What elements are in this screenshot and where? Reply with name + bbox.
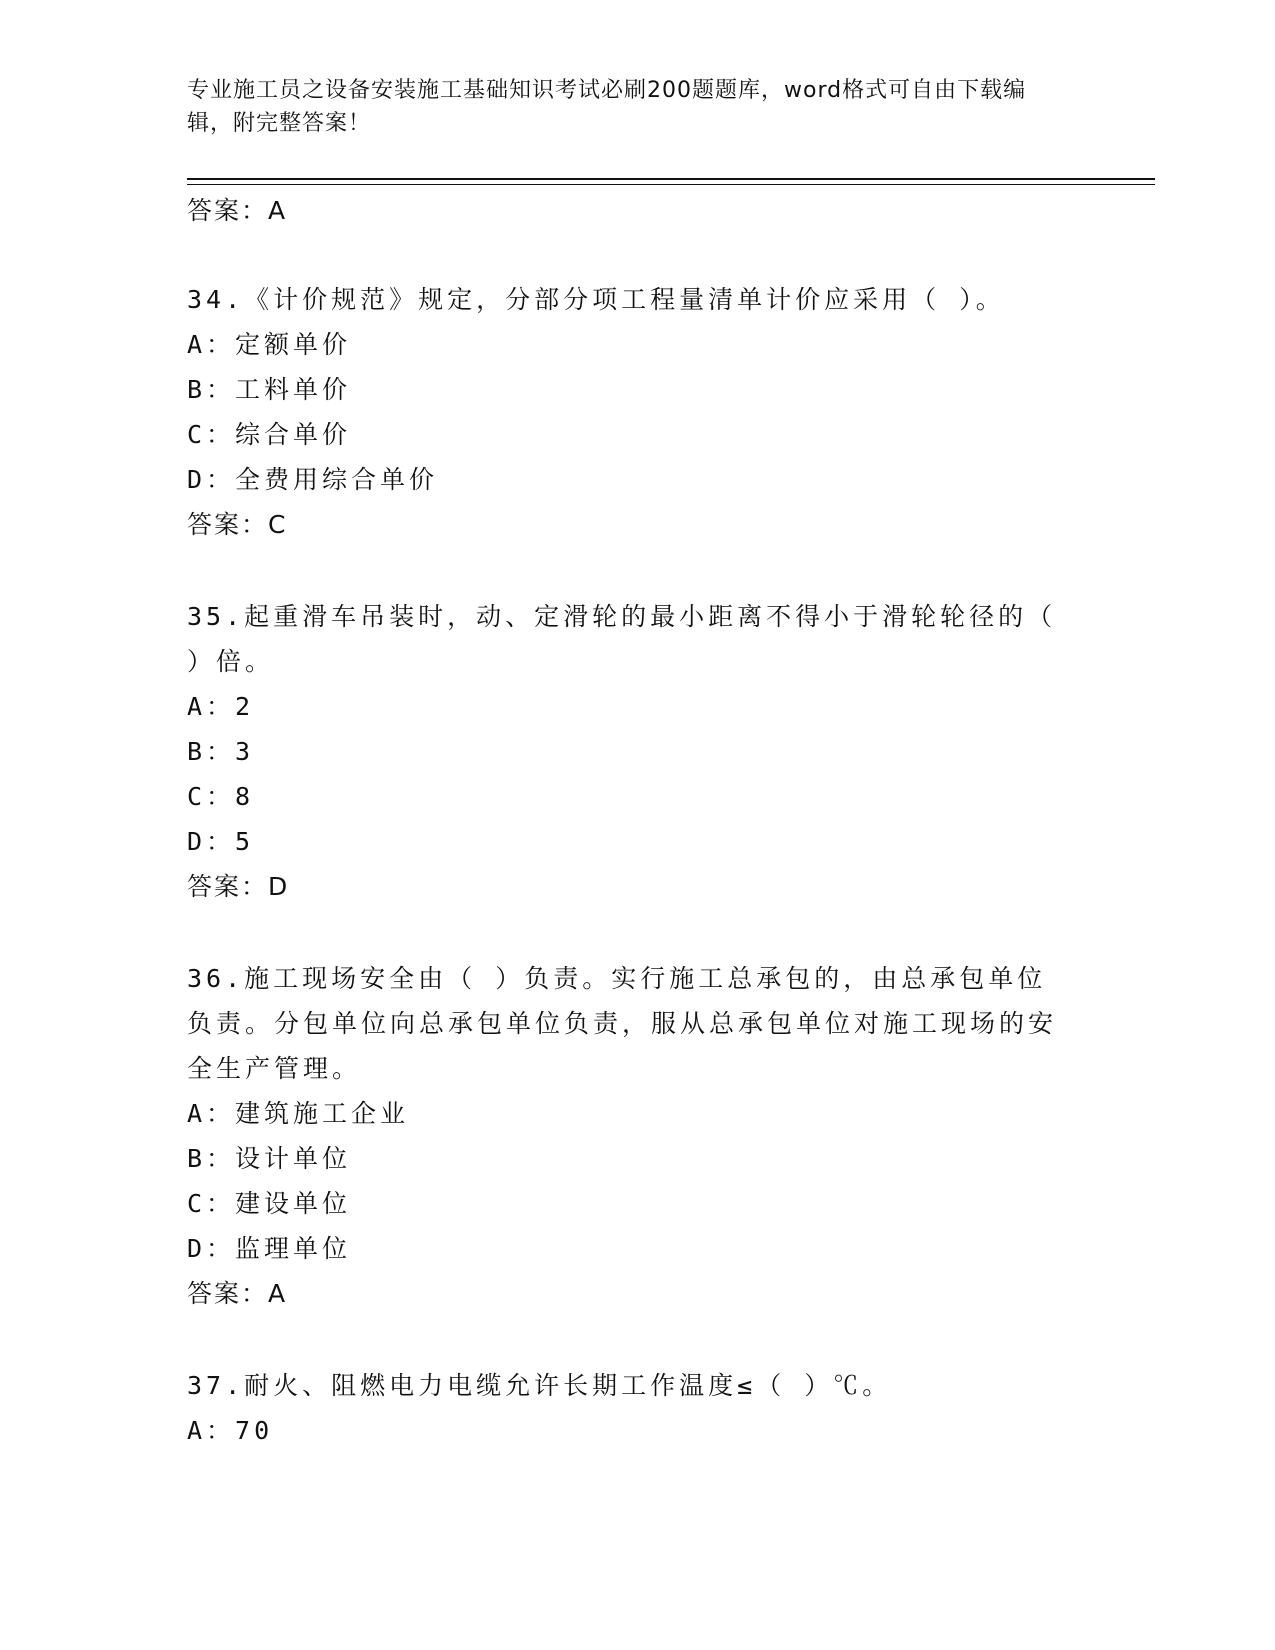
answer-value: D — [268, 872, 290, 901]
question-text: 36.施工现场安全由（ ）负责。实行施工总承包的，由总承包单位负责。分包单位向总承包单位负责，服从总承包单位对施工现场的安全生产管理。 — [187, 964, 1058, 1083]
question-34 — [187, 277, 1087, 548]
answer-value: A — [268, 1279, 288, 1308]
option-c: C：8 — [187, 782, 255, 811]
question-35 — [187, 594, 1087, 910]
option-b: B：3 — [187, 737, 255, 766]
answer-label: 答案： — [187, 196, 269, 225]
answer-label: 答案： — [187, 1279, 269, 1308]
answer-line — [187, 1271, 1087, 1317]
question-text: 35.起重滑车吊装时，动、定滑轮的最小距离不得小于滑轮轮径的（ ）倍。 — [187, 602, 1057, 676]
question-37 — [187, 1363, 1087, 1453]
option-b: B：设计单位 — [187, 1144, 352, 1173]
answer-value: A — [268, 196, 288, 225]
header-rule-thick — [187, 178, 1155, 180]
option-d: D：监理单位 — [187, 1234, 352, 1263]
answer-line — [187, 188, 1087, 234]
answer-line — [187, 502, 1087, 548]
header-rule-thin — [187, 184, 1155, 185]
answer-line — [187, 864, 1087, 910]
option-a: A：建筑施工企业 — [187, 1099, 410, 1128]
option-c: C：建设单位 — [187, 1189, 352, 1218]
answer-label: 答案： — [187, 510, 269, 539]
option-b: B：工料单价 — [187, 375, 352, 404]
question-text: 34.《计价规范》规定，分部分项工程量清单计价应采用（ ）。 — [187, 285, 1005, 314]
question-text: 37.耐火、阻燃电力电缆允许长期工作温度≤（ ）℃。 — [187, 1371, 892, 1400]
option-a: A：70 — [187, 1416, 274, 1445]
option-c: C：综合单价 — [187, 420, 352, 449]
option-d: D：5 — [187, 827, 255, 856]
answer-label: 答案： — [187, 872, 269, 901]
question-list — [187, 188, 1087, 1453]
option-a: A：定额单价 — [187, 330, 352, 359]
document-header: 专业施工员之设备安装施工基础知识考试必刷200题题库，word格式可自由下载编辑，附完整答案！ — [187, 78, 1027, 136]
option-d: D：全费用综合单价 — [187, 465, 439, 494]
question-36 — [187, 956, 1087, 1317]
answer-value: C — [268, 510, 288, 539]
option-a: A：2 — [187, 692, 255, 721]
